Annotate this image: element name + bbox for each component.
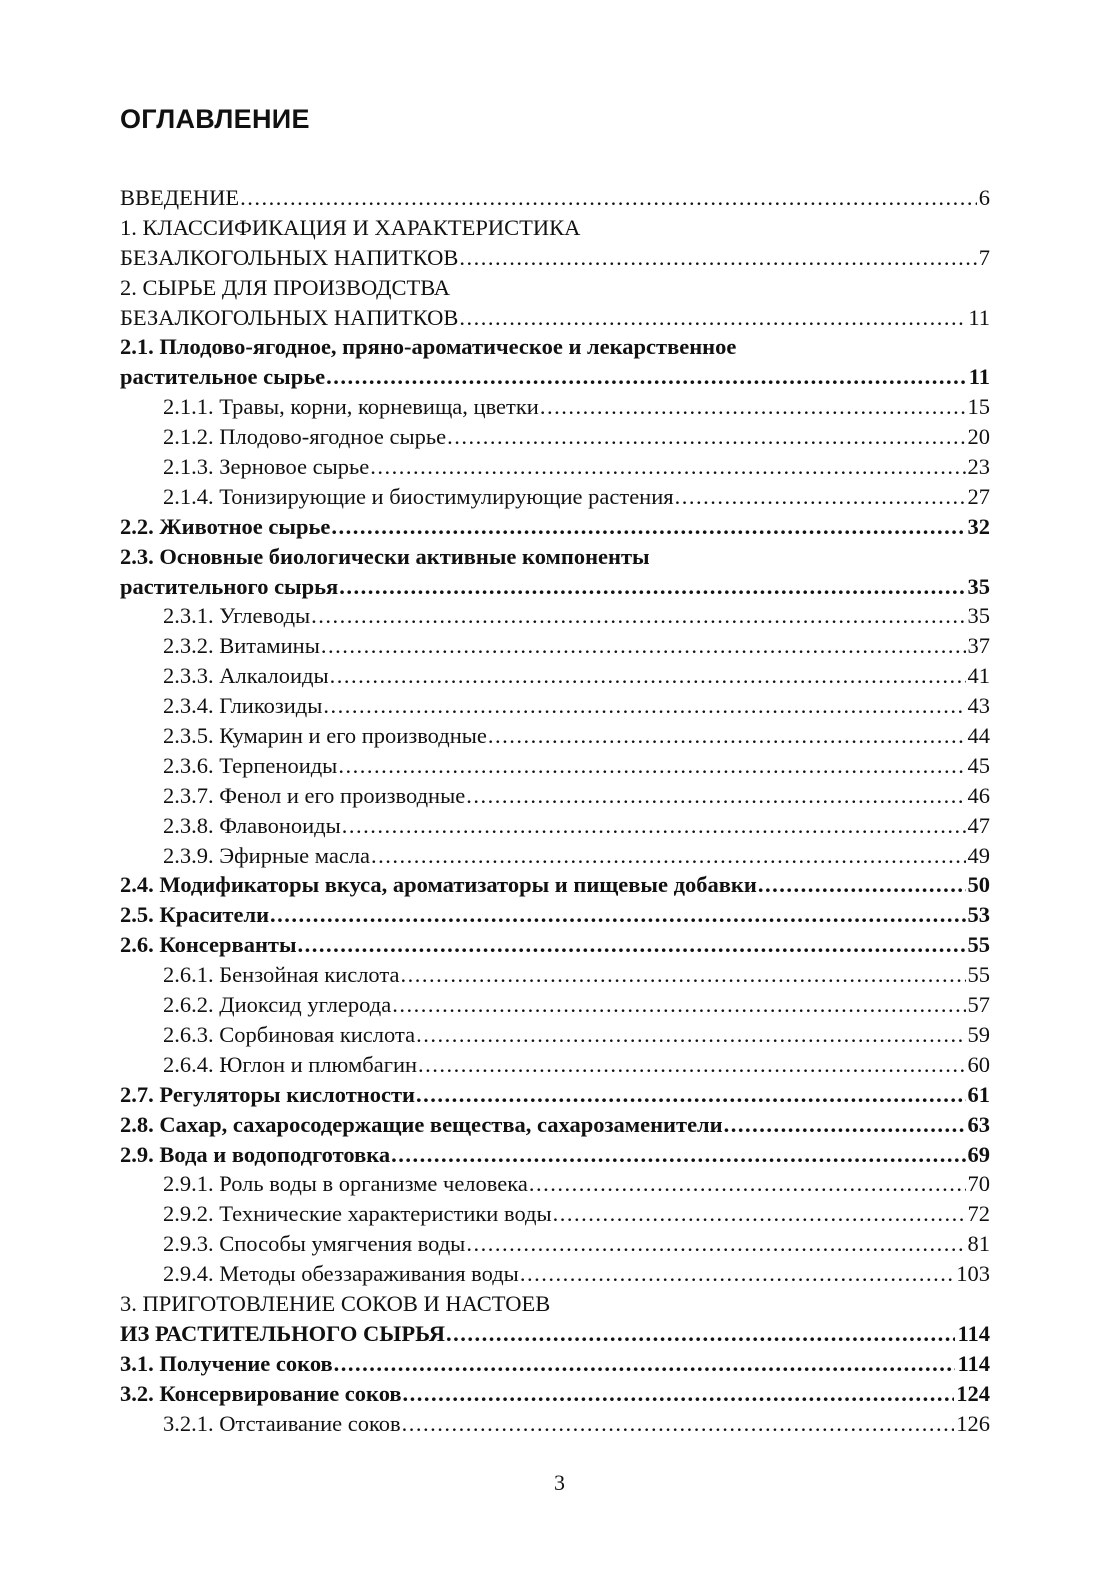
toc-dot-leader <box>447 422 965 452</box>
toc-dot-leader <box>402 1409 955 1439</box>
toc-entry-page: 55 <box>967 932 990 958</box>
toc-entry <box>120 960 990 990</box>
toc-entry-page: 11 <box>968 364 990 390</box>
toc-entry <box>120 1020 990 1050</box>
toc-entry-title: 2.3.6. Терпеноиды <box>163 752 338 778</box>
toc-entry <box>120 512 990 542</box>
toc-entry <box>120 332 990 362</box>
toc-dot-leader <box>331 512 965 542</box>
toc-entry-title: 2.1.3. Зерновое сырье <box>163 454 370 480</box>
toc-entry-title: 3. ПРИГОТОВЛЕНИЕ СОКОВ И НАСТОЕВ <box>120 1290 551 1316</box>
toc-dot-leader <box>323 691 965 721</box>
toc-entry-title: 2.3.9. Эфирные масла <box>163 842 371 868</box>
toc-entry-page: 46 <box>967 782 990 808</box>
toc-dot-leader <box>459 243 976 273</box>
toc-entry <box>120 1229 990 1259</box>
toc-entry-page: 23 <box>967 454 990 480</box>
toc-entry-page: 53 <box>967 902 990 928</box>
toc-entry-title: 2.1.4. Тонизирующие и биостимулирующие растения <box>163 483 674 509</box>
toc-entry-title: БЕЗАЛКОГОЛЬНЫХ НАПИТКОВ <box>120 244 459 270</box>
toc-entry-page: 103 <box>956 1261 990 1287</box>
toc-entry <box>120 392 990 422</box>
toc-entry-title: 2.5. Красители <box>120 902 270 928</box>
toc-entry <box>120 572 990 602</box>
toc-entry-page: 44 <box>967 723 990 749</box>
toc-entry <box>120 1349 990 1379</box>
toc-entry <box>120 1409 990 1439</box>
toc-entry <box>120 422 990 452</box>
toc-entry-page: 114 <box>957 1320 990 1346</box>
toc-entry-title: 2.3.3. Алкалоиды <box>163 663 329 689</box>
toc-dot-leader <box>520 1259 954 1289</box>
toc-dot-leader <box>400 960 965 990</box>
page-number: 3 <box>554 1470 565 1495</box>
toc-entry-page: 6 <box>978 185 990 210</box>
toc-entry-title: 2.7. Регуляторы кислотности <box>120 1081 415 1107</box>
toc-entry <box>120 751 990 781</box>
toc-entry <box>120 1199 990 1229</box>
table-of-contents <box>120 183 990 1438</box>
toc-dot-leader <box>553 1199 966 1229</box>
toc-entry-title: ВВЕДЕНИЕ <box>120 185 240 210</box>
toc-entry-title: 2. СЫРЬЕ ДЛЯ ПРОИЗВОДСТВА <box>120 274 451 300</box>
toc-entry-title: 2.6. Консерванты <box>120 932 297 958</box>
toc-entry-page: 27 <box>967 483 990 509</box>
toc-entry <box>120 900 990 930</box>
toc-entry <box>120 1169 990 1199</box>
toc-entry-title: 2.3.1. Углеводы <box>163 603 311 629</box>
toc-entry-page: 37 <box>967 633 990 659</box>
toc-entry-page: 7 <box>978 244 990 270</box>
toc-dot-leader <box>339 572 965 602</box>
toc-dot-leader <box>529 1169 966 1199</box>
toc-dot-leader <box>270 900 965 930</box>
toc-entry-page: 47 <box>967 812 990 838</box>
toc-entry-page: 57 <box>967 992 990 1018</box>
toc-entry <box>120 1379 990 1409</box>
toc-entry-title: 2.2. Животное сырье <box>120 513 331 539</box>
toc-entry <box>120 1080 990 1110</box>
toc-entry <box>120 930 990 960</box>
toc-dot-leader <box>334 1349 956 1379</box>
toc-entry-title: 2.9.2. Технические характеристики воды <box>163 1201 552 1227</box>
toc-entry-page: 61 <box>967 1081 990 1107</box>
toc-entry-page: 15 <box>967 394 990 420</box>
toc-entry <box>120 213 990 243</box>
toc-entry <box>120 542 990 572</box>
toc-entry-title: 2.6.4. Юглон и плюмбагин <box>163 1051 418 1077</box>
toc-entry <box>120 362 990 392</box>
toc-entry-title: 2.6.2. Диоксид углерода <box>163 992 392 1018</box>
toc-entry <box>120 243 990 273</box>
toc-entry-page: 70 <box>967 1171 990 1197</box>
toc-entry-title: 3.2.1. Отстаивание соков <box>163 1410 401 1436</box>
toc-dot-leader <box>371 841 965 871</box>
toc-dot-leader <box>330 661 966 691</box>
toc-entry <box>120 811 990 841</box>
toc-entry-title: БЕЗАЛКОГОЛЬНЫХ НАПИТКОВ <box>120 304 459 330</box>
toc-entry-page: 126 <box>956 1410 990 1436</box>
toc-entry-title: 2.6.3. Сорбиновая кислота <box>163 1021 416 1047</box>
toc-dot-leader <box>326 362 967 392</box>
toc-entry-page: 20 <box>967 424 990 450</box>
toc-entry <box>120 452 990 482</box>
toc-entry <box>120 1289 990 1319</box>
toc-entry <box>120 1319 990 1349</box>
toc-dot-leader <box>675 482 966 512</box>
page-title: ОГЛАВЛЕНИЕ <box>120 104 310 134</box>
toc-entry-title: 2.3.8. Флавоноиды <box>163 812 341 838</box>
toc-entry <box>120 870 990 900</box>
toc-entry-page: 43 <box>967 693 990 719</box>
toc-dot-leader <box>446 1319 955 1349</box>
toc-entry <box>120 721 990 751</box>
toc-dot-leader <box>418 1050 965 1080</box>
toc-entry-title: 2.4. Модификаторы вкуса, ароматизаторы и пищевые добавки <box>120 872 757 898</box>
toc-entry-page: 63 <box>967 1111 990 1137</box>
toc-entry-page: 35 <box>967 603 990 629</box>
toc-entry-title: 2.3.4. Гликозиды <box>163 693 323 719</box>
toc-dot-leader <box>416 1020 965 1050</box>
toc-dot-leader <box>459 303 966 333</box>
toc-entry-page: 49 <box>967 842 990 868</box>
toc-dot-leader <box>338 751 965 781</box>
toc-entry <box>120 841 990 871</box>
toc-entry <box>120 990 990 1020</box>
toc-entry-page: 60 <box>967 1051 990 1077</box>
toc-entry-title: ИЗ РАСТИТЕЛЬНОГО СЫРЬЯ <box>120 1320 446 1346</box>
toc-dot-leader <box>466 781 965 811</box>
toc-entry-title: растительное сырье <box>120 364 326 390</box>
toc-entry <box>120 631 990 661</box>
toc-entry <box>120 1110 990 1140</box>
toc-entry <box>120 303 990 333</box>
toc-entry <box>120 661 990 691</box>
toc-dot-leader <box>724 1110 966 1140</box>
toc-entry-title: растительного сырья <box>120 573 339 599</box>
toc-entry-title: 2.8. Сахар, сахаросодержащие вещества, сахарозаменители <box>120 1111 723 1137</box>
toc-entry <box>120 601 990 631</box>
toc-entry-title: 2.6.1. Бензойная кислота <box>163 962 400 988</box>
toc-entry-page: 81 <box>967 1231 990 1257</box>
toc-dot-leader <box>391 1140 965 1170</box>
toc-entry-title: 2.3. Основные биологически активные компоненты <box>120 543 650 569</box>
toc-entry-page: 32 <box>967 513 990 539</box>
toc-entry-page: 50 <box>967 872 990 898</box>
toc-dot-leader <box>240 183 977 213</box>
toc-dot-leader <box>392 990 965 1020</box>
toc-entry <box>120 1050 990 1080</box>
toc-dot-leader <box>370 452 965 482</box>
toc-entry-page: 45 <box>967 752 990 778</box>
toc-entry <box>120 183 990 213</box>
toc-dot-leader <box>758 870 966 900</box>
toc-entry-title: 2.1. Плодово-ягодное, пряно-ароматическое и лекарственное <box>120 334 737 360</box>
toc-dot-leader <box>321 631 966 661</box>
toc-entry-page: 59 <box>967 1021 990 1047</box>
toc-dot-leader <box>403 1379 955 1409</box>
toc-entry-title: 2.3.7. Фенол и его производные <box>163 782 466 808</box>
toc-entry <box>120 482 990 512</box>
toc-dot-leader <box>298 930 966 960</box>
toc-entry <box>120 781 990 811</box>
toc-entry-title: 3.2. Консервирование соков <box>120 1380 402 1406</box>
toc-entry-title: 2.3.5. Кумарин и его производные <box>163 723 487 749</box>
toc-dot-leader <box>311 601 965 631</box>
toc-entry-page: 124 <box>956 1380 990 1406</box>
toc-entry-title: 3.1. Получение соков <box>120 1350 333 1376</box>
toc-entry <box>120 691 990 721</box>
toc-entry-page: 69 <box>967 1141 990 1167</box>
toc-entry <box>120 1140 990 1170</box>
toc-entry-title: 2.9.3. Способы умягчения воды <box>163 1231 466 1257</box>
toc-entry-page: 41 <box>967 663 990 689</box>
toc-dot-leader <box>466 1229 965 1259</box>
toc-dot-leader <box>416 1080 966 1110</box>
toc-entry-page: 55 <box>967 962 990 988</box>
toc-entry-page: 11 <box>968 304 990 330</box>
toc-entry-title: 2.1.2. Плодово-ягодное сырье <box>163 424 447 450</box>
toc-entry-title: 2.9.1. Роль воды в организме человека <box>163 1171 528 1197</box>
toc-entry-title: 1. КЛАССИФИКАЦИЯ И ХАРАКТЕРИСТИКА <box>120 214 581 240</box>
toc-entry-page: 114 <box>957 1350 990 1376</box>
toc-dot-leader <box>540 392 966 422</box>
toc-entry-page: 72 <box>967 1201 990 1227</box>
toc-entry-title: 2.3.2. Витамины <box>163 633 320 659</box>
toc-entry <box>120 1259 990 1289</box>
toc-dot-leader <box>342 811 966 841</box>
toc-dot-leader <box>488 721 966 751</box>
toc-entry-title: 2.1.1. Травы, корни, корневища, цветки <box>163 394 539 420</box>
toc-entry-title: 2.9. Вода и водоподготовка <box>120 1141 391 1167</box>
toc-entry-title: 2.9.4. Методы обеззараживания воды <box>163 1261 519 1287</box>
toc-entry-page: 35 <box>967 573 990 599</box>
toc-entry <box>120 273 990 303</box>
